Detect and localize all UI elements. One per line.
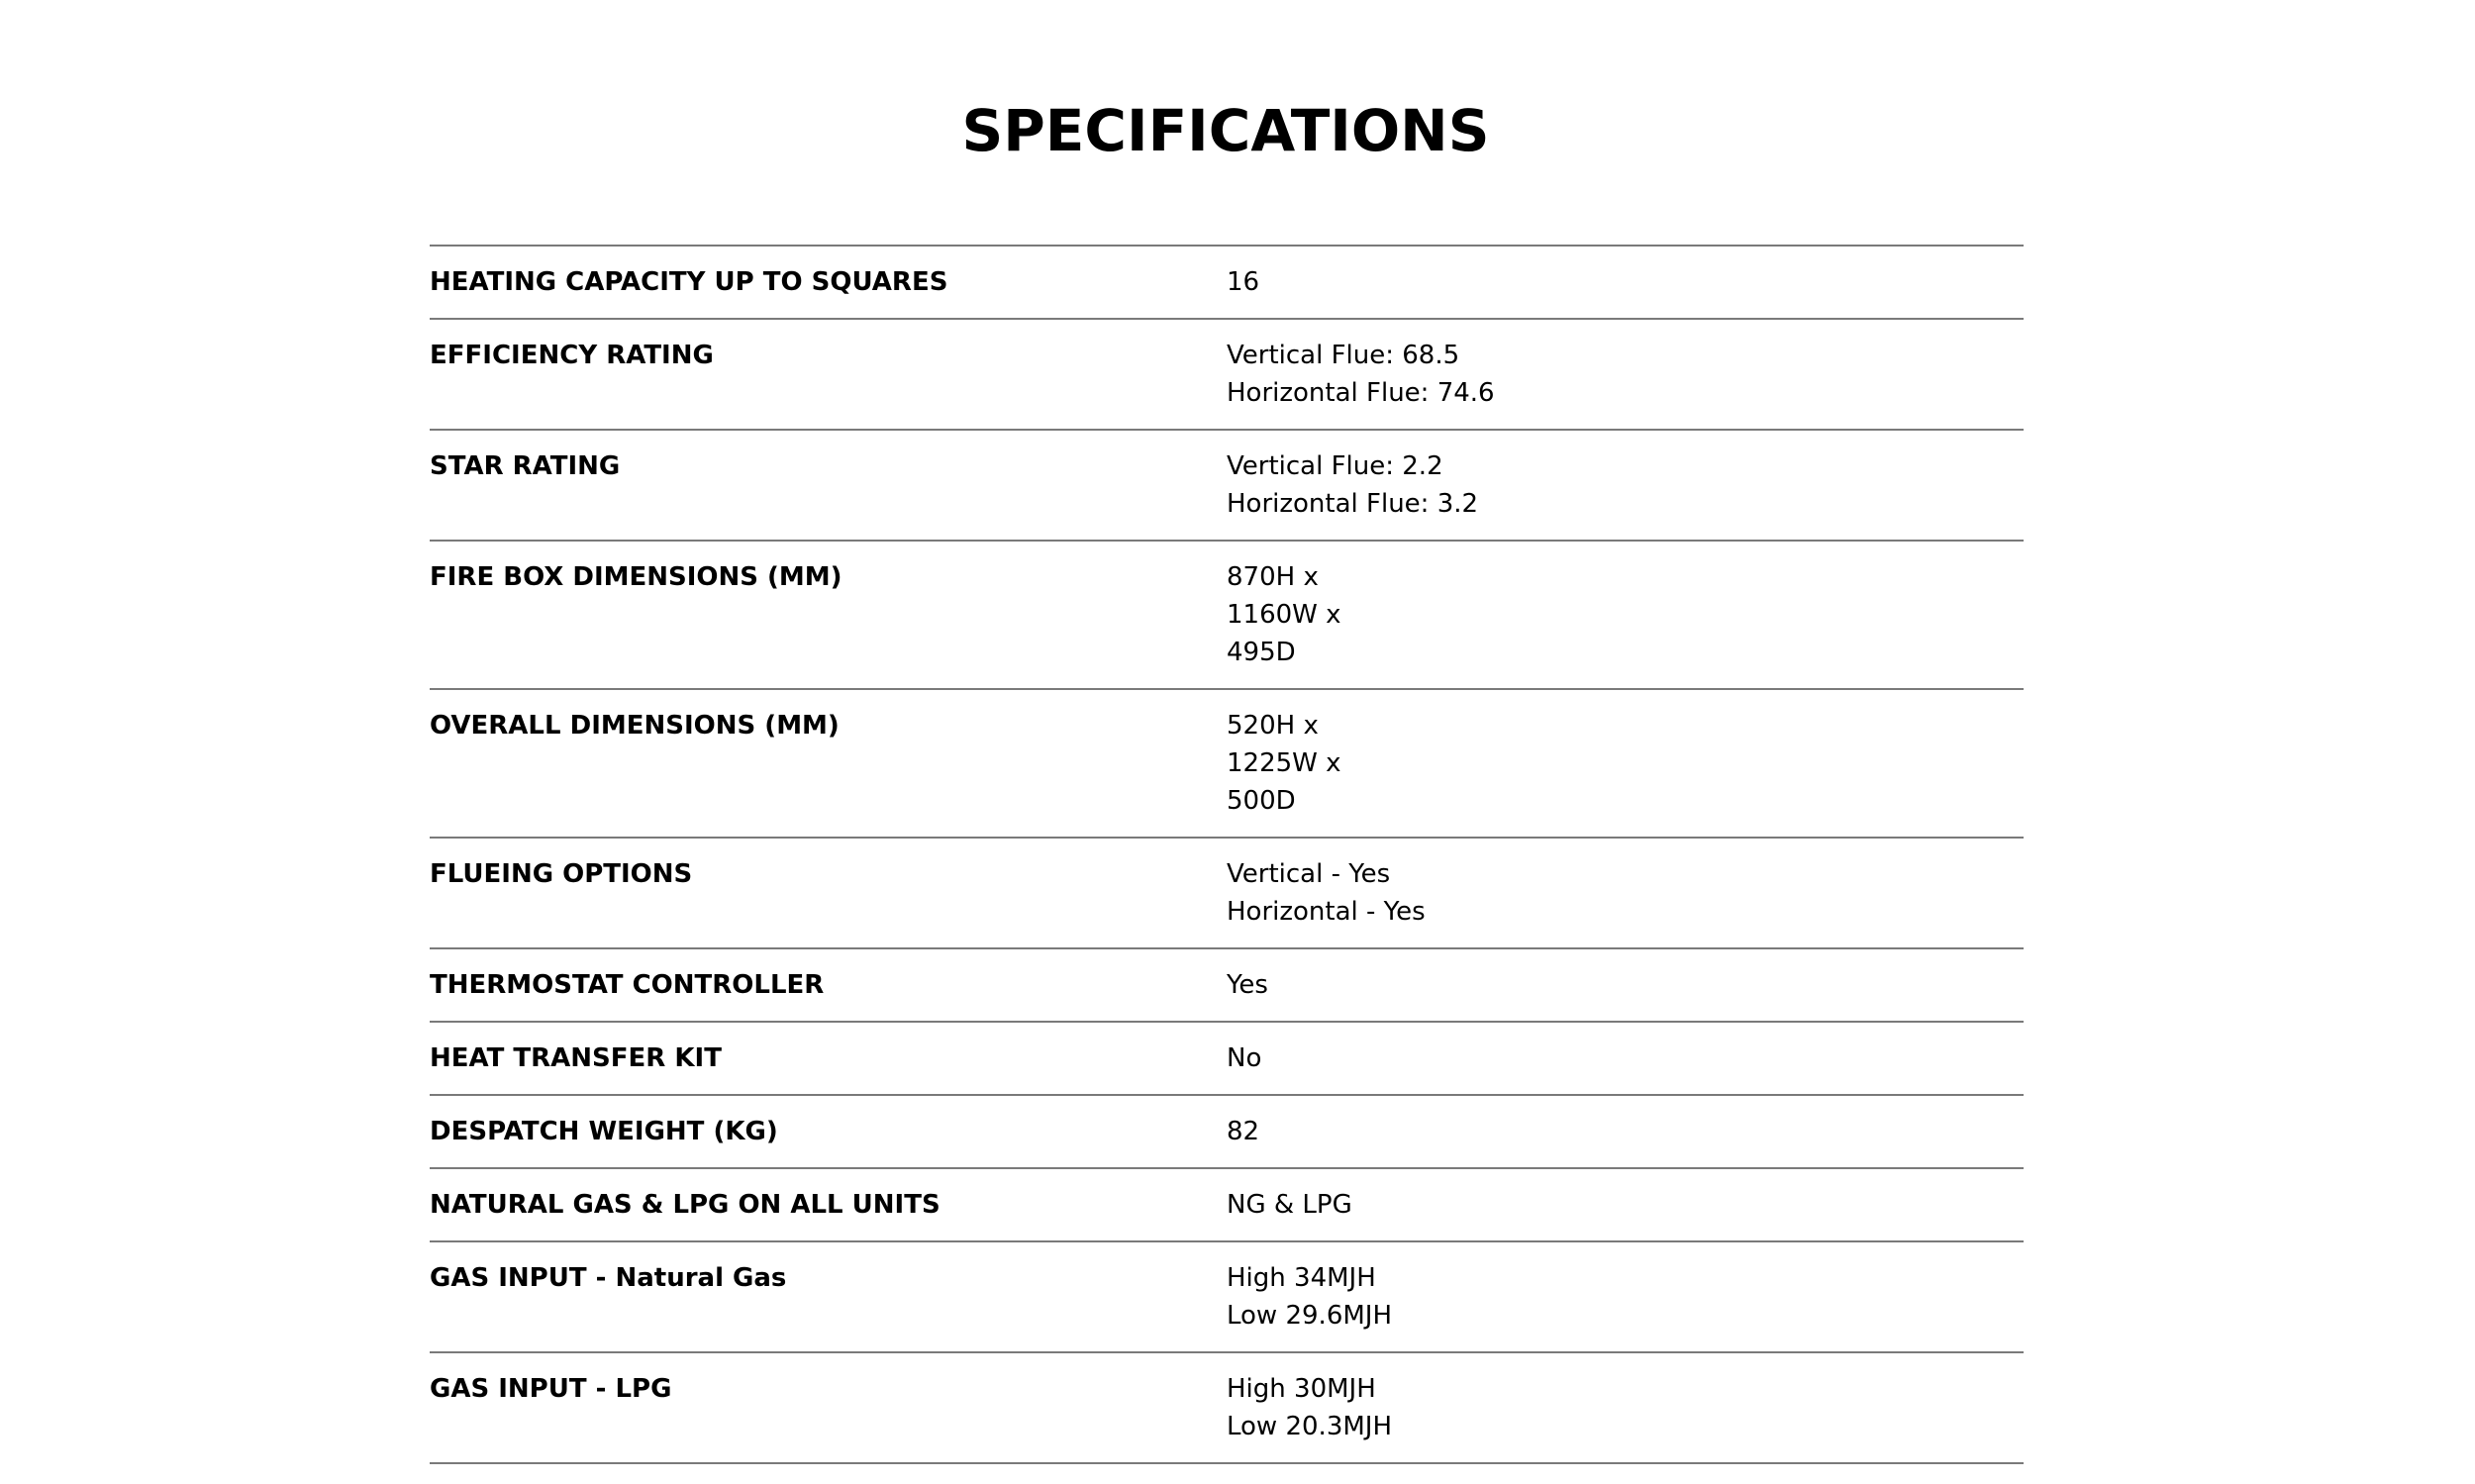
spec-value-line: 16 [1227, 267, 1260, 297]
spec-label: HEATING CAPACITY UP TO SQUARES [430, 267, 948, 297]
spec-value [1227, 1370, 2024, 1445]
spec-row [430, 690, 2024, 839]
spec-label: EFFICIENCY RATING [430, 341, 714, 370]
spec-value-line: Low 20.3MJH [1227, 1412, 1393, 1441]
spec-row [430, 431, 2024, 542]
spec-label: FLUEING OPTIONS [430, 859, 693, 889]
spec-value-line: Horizontal Flue: 3.2 [1227, 489, 1479, 519]
spec-value [1227, 707, 2024, 820]
spec-value-line: No [1227, 1043, 1262, 1073]
specifications-table [430, 245, 2024, 1464]
spec-value-line: High 30MJH [1227, 1374, 1376, 1404]
spec-label: STAR RATING [430, 451, 621, 481]
spec-value [1227, 855, 2024, 931]
spec-row [430, 1096, 2024, 1169]
spec-label: GAS INPUT - LPG [430, 1374, 672, 1404]
spec-value [1227, 263, 2024, 301]
spec-value-line: 520H x [1227, 711, 1319, 741]
spec-row [430, 1169, 2024, 1242]
spec-value-line: Vertical Flue: 68.5 [1227, 341, 1460, 370]
spec-label: HEAT TRANSFER KIT [430, 1043, 722, 1073]
spec-value-line: Yes [1227, 970, 1268, 1000]
spec-label: FIRE BOX DIMENSIONS (MM) [430, 562, 842, 592]
spec-row [430, 320, 2024, 431]
spec-row [430, 1023, 2024, 1096]
spec-label: GAS INPUT - Natural Gas [430, 1263, 787, 1293]
spec-value-line: NG & LPG [1227, 1190, 1352, 1220]
spec-value [1227, 966, 2024, 1004]
spec-row [430, 247, 2024, 320]
spec-row [430, 949, 2024, 1023]
spec-value [1227, 337, 2024, 412]
spec-row [430, 1353, 2024, 1464]
spec-value-line: Horizontal Flue: 74.6 [1227, 378, 1495, 408]
spec-label: THERMOSTAT CONTROLLER [430, 970, 825, 1000]
spec-value [1227, 558, 2024, 671]
spec-label: OVERALL DIMENSIONS (MM) [430, 711, 840, 741]
spec-value [1227, 1039, 2024, 1077]
spec-value-line: 1225W x [1227, 748, 1341, 778]
spec-label: NATURAL GAS & LPG ON ALL UNITS [430, 1190, 940, 1220]
spec-value [1227, 1186, 2024, 1224]
spec-value-line: Horizontal - Yes [1227, 897, 1426, 927]
spec-row [430, 839, 2024, 949]
spec-value-line: 1160W x [1227, 600, 1341, 630]
spec-value [1227, 447, 2024, 523]
spec-value-line: Low 29.6MJH [1227, 1301, 1393, 1331]
spec-value-line: 870H x [1227, 562, 1319, 592]
spec-value [1227, 1113, 2024, 1150]
spec-value [1227, 1259, 2024, 1335]
spec-value-line: 500D [1227, 786, 1296, 816]
spec-value-line: High 34MJH [1227, 1263, 1376, 1293]
spec-value-line: Vertical - Yes [1227, 859, 1391, 889]
spec-row [430, 542, 2024, 690]
spec-row [430, 1242, 2024, 1353]
spec-value-line: 495D [1227, 638, 1296, 667]
spec-value-line: Vertical Flue: 2.2 [1227, 451, 1443, 481]
spec-value-line: 82 [1227, 1117, 1260, 1146]
page-title: SPECIFICATIONS [961, 97, 1490, 164]
spec-label: DESPATCH WEIGHT (KG) [430, 1117, 778, 1146]
